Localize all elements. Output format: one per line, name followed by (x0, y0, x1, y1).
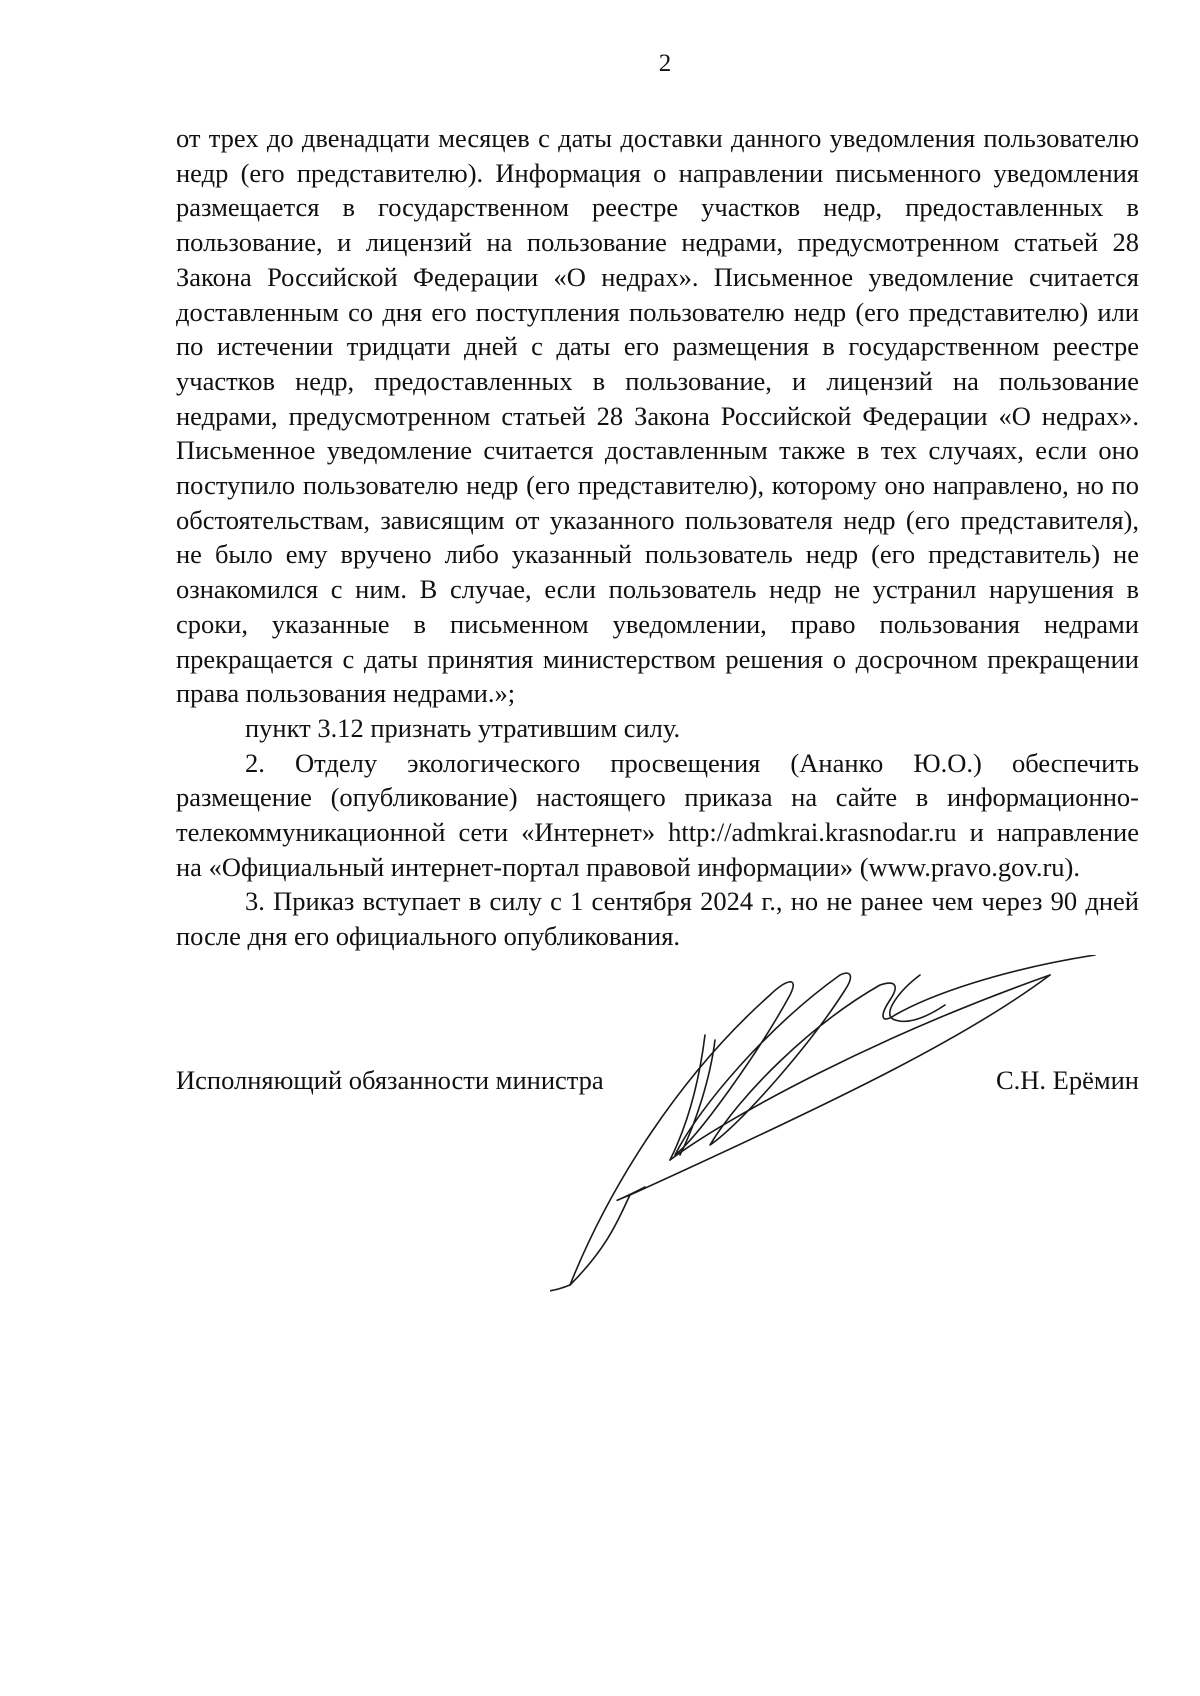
paragraph-item-2: 2. Отделу экологического просвещения (Ананко Ю.О.) обеспечить размещение (опубликование) настоящего приказа на сайте в информационно-телекоммуникационной сети «Интернет» http://admkrai.krasnodar.ru и направление на «Официальный интернет-портал правовой информации» (www.pravo.gov.ru). (176, 747, 1139, 882)
signatory-title: Исполняющий обязанности министра (176, 1065, 604, 1095)
paragraph-item-3: 3. Приказ вступает в силу с 1 сентября 2024 г., но не ранее чем через 90 дней после дня его официального опубликования. (176, 886, 1139, 952)
signature-image (550, 955, 1150, 1305)
paragraph-continuation: от трех до двенадцати месяцев с даты доставки данного уведомления пользователю недр (его представителю). Информация о направлении письменного уведомления размещается в государственном реестре участков недр, предоставленных в пользование, и лицензий на пользование недрами, предусмотренном статьей 28 Закона Российской Федерации «О недрах». Письменное уведомление считается доставленным со дня его поступления пользователю недр (его представителю) или по истечении тридцати дней с даты его размещения в государственном реестре участков недр, предоставленных в пользование, и лицензий на пользование недрами, предусмотренном статьей 28 Закона Российской Федерации «О недрах». Письменное уведомление считается доставленным также в тех случаях, если оно поступило пользователю недр (его представителю), которому оно направлено, но по обстоятельствам, зависящим от указанного пользователя недр (его представителя), не было ему вручено либо указанный пользователь недр (его представитель) не ознакомился с ним. В случае, если пользователь недр не устранил нарушения в сроки, указанные в письменном уведомлении, право пользования недрами прекращается с даты принятия министерством решения о досрочном прекращении права пользования недрами.»; (176, 123, 1139, 709)
signatory-name: С.Н. Ерёмин (995, 1065, 1139, 1095)
paragraph-clause-3-12: пункт 3.12 признать утратившим силу. (245, 712, 681, 743)
document-body (176, 121, 1139, 954)
page-number: 2 (658, 50, 672, 77)
